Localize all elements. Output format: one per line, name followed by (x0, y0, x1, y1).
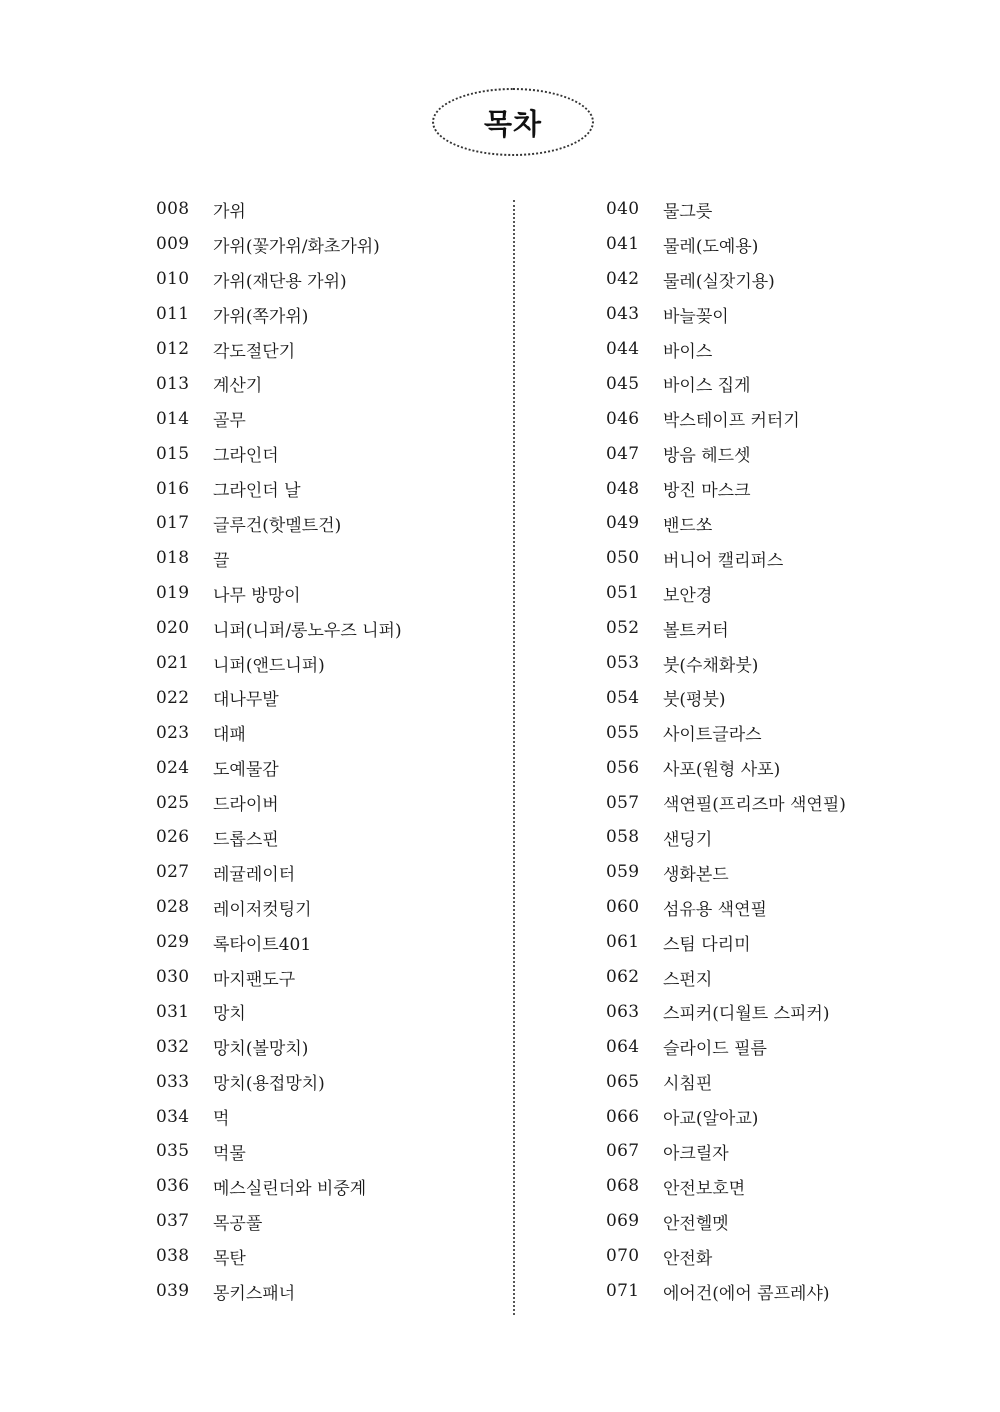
toc-entry-label: 그라인더 (213, 446, 279, 467)
toc-page-number: 019 (156, 583, 190, 604)
toc-page-number: 017 (156, 513, 190, 534)
toc-page-number: 032 (156, 1036, 190, 1057)
toc-entry-label: 각도절단기 (213, 341, 296, 362)
toc-page-number: 043 (606, 304, 640, 325)
toc-entry-label: 가위(쪽가위) (213, 306, 309, 327)
toc-page-number: 022 (156, 687, 190, 708)
toc-page-number: 044 (606, 339, 640, 359)
toc-entry[interactable] (606, 227, 946, 262)
toc-entry[interactable] (606, 855, 946, 890)
toc-entry-label: 보안경 (663, 585, 713, 606)
toc-entry-label: 에어건(에어 콤프레샤) (663, 1283, 830, 1304)
toc-page-number: 038 (156, 1246, 190, 1267)
toc-entry-label: 먹물 (213, 1143, 246, 1164)
toc-entry[interactable] (606, 715, 946, 750)
toc-entry[interactable] (156, 785, 496, 820)
toc-entry-label: 니퍼(니퍼/롱노우즈 니퍼) (213, 620, 402, 641)
toc-entry-label: 드롭스핀 (213, 829, 279, 850)
toc-page-number: 070 (606, 1246, 640, 1267)
toc-entry[interactable] (156, 1204, 496, 1239)
toc-page-number: 067 (606, 1141, 640, 1162)
toc-entry[interactable] (156, 1099, 496, 1134)
toc-page-number: 039 (156, 1281, 190, 1302)
toc-entry-label: 가위 (213, 201, 246, 222)
toc-page-number: 068 (606, 1176, 640, 1197)
toc-entry-label: 바늘꽂이 (663, 306, 729, 327)
toc-entry[interactable] (606, 1169, 946, 1204)
toc-page-number: 059 (606, 862, 640, 883)
toc-page-number: 051 (606, 583, 640, 604)
toc-entry-label: 글루건(핫멜트건) (213, 515, 342, 536)
toc-page-number: 030 (156, 967, 190, 988)
toc-entry[interactable] (156, 646, 496, 681)
toc-entry-label: 마지팬도구 (213, 969, 296, 990)
toc-page-number: 031 (156, 1001, 190, 1022)
toc-entry[interactable] (606, 646, 946, 681)
toc-page-number: 023 (156, 722, 190, 743)
toc-page-number: 042 (606, 269, 640, 290)
toc-page-number: 071 (606, 1281, 640, 1302)
toc-entry[interactable] (156, 506, 496, 541)
toc-right-column (606, 192, 946, 1309)
toc-entry-label: 메스실린더와 비중계 (213, 1178, 367, 1199)
toc-entry-label: 물레(실잣기용) (663, 271, 775, 292)
toc-entry[interactable] (156, 1029, 496, 1064)
toc-entry[interactable] (606, 1204, 946, 1239)
toc-page-number: 064 (606, 1036, 640, 1057)
toc-entry[interactable] (606, 262, 946, 297)
toc-entry[interactable] (606, 1274, 946, 1309)
toc-entry[interactable] (606, 960, 946, 995)
toc-page-number: 037 (156, 1211, 190, 1232)
toc-page-number: 033 (156, 1071, 190, 1092)
toc-entry-label: 버니어 캘리퍼스 (663, 550, 784, 571)
toc-entry-label: 나무 방망이 (213, 585, 301, 606)
toc-entry-label: 몽키스패너 (213, 1283, 296, 1304)
toc-entry[interactable] (606, 436, 946, 471)
toc-entry[interactable] (156, 366, 496, 401)
toc-entry[interactable] (156, 262, 496, 297)
toc-page-number: 028 (156, 897, 190, 918)
title-badge (432, 88, 594, 156)
toc-entry-label: 대나무발 (213, 690, 279, 711)
toc-entry[interactable] (156, 855, 496, 890)
toc-page-number: 011 (156, 304, 190, 325)
toc-entry-label: 볼트커터 (663, 620, 729, 641)
toc-entry[interactable] (606, 925, 946, 960)
toc-entry-label: 샌딩기 (663, 829, 713, 850)
toc-entry[interactable] (156, 715, 496, 750)
toc-entry[interactable] (156, 994, 496, 1029)
toc-page-number: 009 (156, 234, 190, 255)
toc-entry-label: 붓(평붓) (663, 690, 726, 711)
toc-page-number: 010 (156, 269, 190, 290)
toc-entry[interactable] (606, 332, 946, 367)
toc-page-number: 015 (156, 443, 190, 464)
toc-entry-label: 가위(재단용 가위) (213, 271, 347, 292)
toc-entry-label: 스팀 다리미 (663, 934, 751, 955)
toc-entry[interactable] (156, 227, 496, 262)
toc-page-number: 034 (156, 1106, 190, 1127)
toc-entry-label: 사이트글라스 (663, 725, 762, 746)
toc-entry[interactable] (606, 192, 946, 227)
toc-entry[interactable] (606, 541, 946, 576)
toc-entry[interactable] (156, 1064, 496, 1099)
toc-entry-label: 골무 (213, 411, 246, 432)
toc-entry[interactable] (606, 611, 946, 646)
toc-entry[interactable] (606, 785, 946, 820)
toc-entry-label: 사포(원형 사포) (663, 760, 781, 781)
toc-entry[interactable] (606, 820, 946, 855)
toc-entry[interactable] (156, 541, 496, 576)
toc-entry-label: 박스테이프 커터기 (663, 411, 800, 432)
toc-entry-label: 안전헬멧 (663, 1213, 729, 1234)
toc-entry[interactable] (156, 680, 496, 715)
toc-entry[interactable] (156, 925, 496, 960)
toc-entry[interactable] (606, 750, 946, 785)
toc-entry[interactable] (606, 890, 946, 925)
toc-page-number: 025 (156, 792, 190, 813)
toc-entry-label: 스피커(디월트 스피커) (663, 1004, 830, 1025)
toc-page-number: 056 (606, 757, 640, 778)
toc-entry[interactable] (606, 401, 946, 436)
toc-entry-label: 끌 (213, 550, 230, 571)
page-title: 목차 (483, 106, 543, 141)
toc-page-number: 040 (606, 199, 640, 220)
toc-entry[interactable] (606, 1134, 946, 1169)
toc-page-number: 061 (606, 932, 640, 953)
toc-page-number: 036 (156, 1176, 190, 1197)
toc-page-number: 046 (606, 408, 640, 429)
toc-entry[interactable] (606, 366, 946, 401)
toc-page-number: 057 (606, 792, 640, 813)
toc-page-number: 062 (606, 967, 640, 988)
toc-entry[interactable] (606, 1064, 946, 1099)
toc-entry-label: 도예물감 (213, 760, 279, 781)
toc-entry[interactable] (156, 436, 496, 471)
toc-entry[interactable] (156, 1169, 496, 1204)
toc-entry[interactable] (606, 576, 946, 611)
toc-entry-label: 목공풀 (213, 1213, 263, 1234)
toc-entry[interactable] (156, 1134, 496, 1169)
toc-entry-label: 망치(볼망치) (213, 1039, 309, 1060)
toc-page-number: 052 (606, 618, 640, 639)
toc-page-number: 053 (606, 653, 640, 674)
toc-page-number: 054 (606, 687, 640, 708)
toc-entry-label: 가위(꽃가위/화초가위) (213, 236, 380, 257)
toc-entry-label: 목탄 (213, 1248, 246, 1269)
toc-page-number: 016 (156, 478, 190, 499)
toc-entry-label: 붓(수채화붓) (663, 655, 759, 676)
toc-page-number: 027 (156, 862, 190, 883)
toc-page-number: 035 (156, 1141, 190, 1162)
toc-page-number: 055 (606, 722, 640, 743)
toc-page-number: 060 (606, 897, 640, 918)
toc-page-number: 066 (606, 1106, 640, 1127)
toc-entry-label: 생화본드 (663, 864, 729, 885)
toc-entry-label: 슬라이드 필름 (663, 1039, 767, 1060)
toc-entry-label: 대패 (213, 725, 246, 746)
toc-entry[interactable] (606, 471, 946, 506)
toc-entry[interactable] (156, 960, 496, 995)
toc-page-number: 048 (606, 478, 640, 499)
toc-entry-label: 안전화 (663, 1248, 713, 1269)
column-divider (513, 200, 515, 1315)
toc-entry[interactable] (156, 750, 496, 785)
toc-entry-label: 계산기 (213, 376, 263, 397)
toc-entry-label: 아크릴자 (663, 1143, 729, 1164)
toc-page-number: 018 (156, 548, 190, 569)
toc-entry-label: 아교(알아교) (663, 1109, 759, 1130)
toc-page-number: 008 (156, 199, 190, 220)
toc-entry-label: 방음 헤드셋 (663, 446, 751, 467)
toc-entry-label: 드라이버 (213, 795, 279, 816)
toc-page-number: 063 (606, 1001, 640, 1022)
toc-entry[interactable] (156, 611, 496, 646)
toc-entry[interactable] (606, 297, 946, 332)
toc-entry-label: 레귤레이터 (213, 864, 296, 885)
toc-entry[interactable] (156, 401, 496, 436)
toc-entry-label: 섬유용 색연필 (663, 899, 767, 920)
toc-page-number: 058 (606, 827, 640, 848)
toc-entry[interactable] (156, 576, 496, 611)
toc-entry-label: 밴드쏘 (663, 515, 713, 536)
toc-entry[interactable] (156, 332, 496, 367)
toc-entry-label: 색연필(프리즈마 색연필) (663, 795, 846, 816)
toc-entry-label: 바이스 집게 (663, 376, 751, 397)
toc-entry-label: 망치(용접망치) (213, 1074, 325, 1095)
toc-entry[interactable] (606, 680, 946, 715)
toc-entry-label: 물레(도예용) (663, 236, 759, 257)
toc-page-number: 047 (606, 443, 640, 464)
toc-entry[interactable] (156, 890, 496, 925)
toc-entry[interactable] (606, 1029, 946, 1064)
toc-page-number: 026 (156, 827, 190, 848)
toc-entry[interactable] (606, 1099, 946, 1134)
toc-page-number: 029 (156, 932, 190, 953)
toc-entry-label: 레이저컷팅기 (213, 899, 312, 920)
toc-entry-label: 물그릇 (663, 201, 713, 222)
toc-page-number: 021 (156, 653, 190, 674)
toc-page-number: 020 (156, 618, 190, 639)
toc-entry[interactable] (606, 994, 946, 1029)
toc-entry[interactable] (156, 1239, 496, 1274)
toc-page-number: 045 (606, 373, 640, 394)
toc-entry-label: 방진 마스크 (663, 481, 751, 502)
toc-entry-label: 니퍼(앤드니퍼) (213, 655, 325, 676)
toc-page-number: 050 (606, 548, 640, 569)
toc-page-number: 012 (156, 339, 190, 359)
toc-page-number: 014 (156, 408, 190, 429)
toc-entry-label: 시침핀 (663, 1074, 713, 1095)
toc-entry-label: 그라인더 날 (213, 481, 301, 502)
toc-entry-label: 바이스 (663, 341, 713, 362)
toc-page-number: 069 (606, 1211, 640, 1232)
toc-entry-label: 안전보호면 (663, 1178, 746, 1199)
toc-entry-label: 록타이트401 (213, 934, 312, 955)
toc-page-number: 041 (606, 234, 640, 255)
toc-entry[interactable] (156, 192, 496, 227)
toc-page-number: 065 (606, 1071, 640, 1092)
toc-entry-label: 망치 (213, 1004, 246, 1025)
toc-page-number: 049 (606, 513, 640, 534)
toc-page-number: 013 (156, 373, 190, 394)
toc-entry[interactable] (156, 471, 496, 506)
toc-entry[interactable] (156, 820, 496, 855)
toc-entry[interactable] (156, 297, 496, 332)
toc-entry[interactable] (156, 1274, 496, 1309)
toc-entry-label: 스펀지 (663, 969, 713, 990)
toc-left-column (156, 192, 496, 1309)
toc-entry[interactable] (606, 1239, 946, 1274)
toc-page-number: 024 (156, 757, 190, 778)
toc-entry-label: 먹 (213, 1109, 230, 1130)
toc-entry[interactable] (606, 506, 946, 541)
